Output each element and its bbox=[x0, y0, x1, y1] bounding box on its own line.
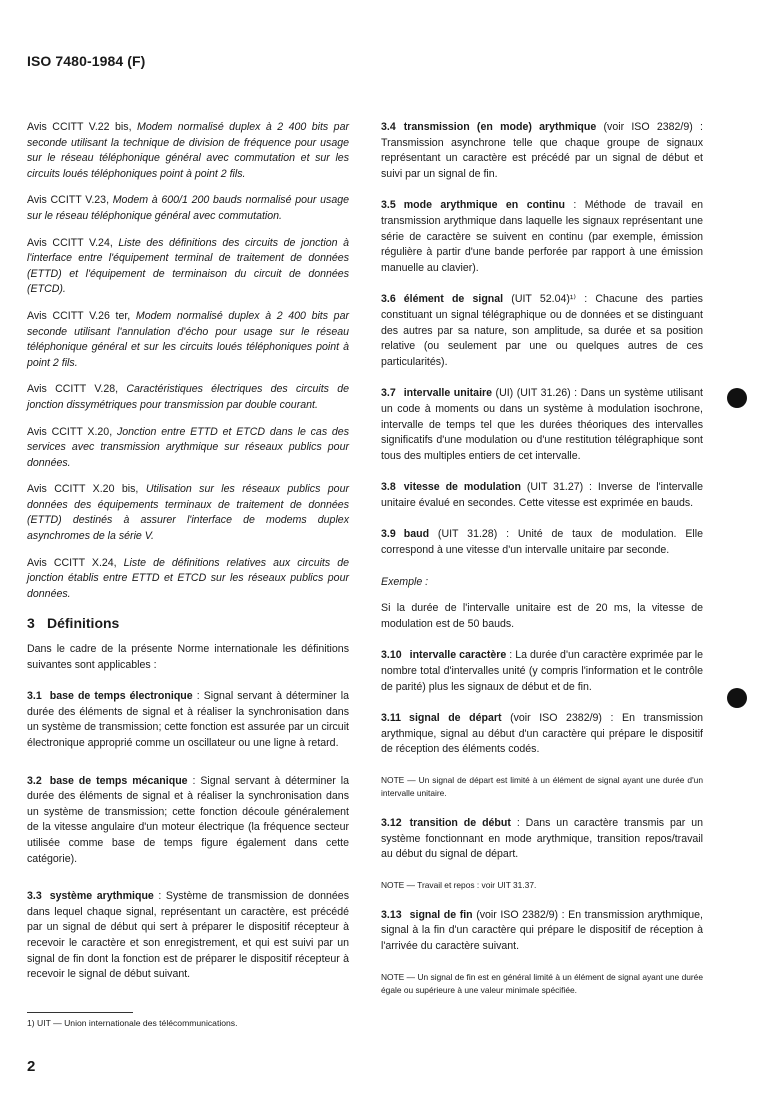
definition-term: intervalle caractère bbox=[409, 649, 507, 662]
reference-code: Avis CCITT V.22 bis, bbox=[27, 121, 137, 133]
definition-term: transition de début bbox=[409, 817, 511, 829]
section-title: Définitions bbox=[47, 615, 120, 632]
definition-term: mode arythmique en continu bbox=[403, 199, 565, 212]
definition-number: 3.1 bbox=[27, 690, 42, 703]
margin-bullet bbox=[727, 688, 747, 708]
note: NOTE — Un signal de fin est en général limité à un élément de signal ayant une durée égale ou supérieure à une valeur minimale spécifiée. bbox=[381, 971, 703, 995]
note: NOTE — Travail et repos : voir UIT 31.37. bbox=[381, 879, 537, 890]
section-heading bbox=[27, 616, 349, 632]
definition-text: : Dans un caractère transmis par un système fonctionnant en mode arythmique, transition repos/travail au début du signal de départ. bbox=[381, 817, 704, 861]
example-label: Exemple : bbox=[381, 575, 429, 588]
definition-text: (UIT 31.28) : Unité de taux de modulation. Elle correspond à une vitesse d'un intervalle unitaire par seconde. bbox=[381, 528, 703, 557]
reference-code: Avis CCITT V.26 ter, bbox=[27, 309, 136, 322]
definition-term: élément de signal bbox=[403, 293, 504, 306]
reference-title: Liste de définitions relatives aux circuits de jonction établis entre ETTD et ETCD sur les réseaux publics pour données. bbox=[27, 556, 349, 600]
definition-number: 3.11 bbox=[381, 712, 402, 725]
definition-list bbox=[381, 120, 703, 559]
reference-title: Modem à 600/1 200 bauds normalisé pour usage sur le réseau téléphonique général avec commutation. bbox=[27, 194, 349, 222]
reference-item bbox=[27, 193, 349, 224]
reference-code: Avis CCITT V.24, bbox=[27, 236, 119, 249]
reference-title: Modem normalisé duplex à 2 400 bits par seconde utilisant la technique de division de fréquence pour usage sur le réseau téléphonique général avec commutation et sur les circuits loués téléphoniques point à point 2 fils. bbox=[27, 121, 349, 180]
right-column bbox=[381, 120, 703, 1008]
definition-list bbox=[381, 816, 703, 863]
definition-item bbox=[381, 711, 703, 758]
section-intro: Dans le cadre de la présente Norme internationale les définitions suivantes sont applicables : bbox=[27, 643, 349, 671]
reference-title: Liste des définitions des circuits de jonction à l'interface entre l'équipement terminal de traitement de données (ETTD) et l'équipement de terminaison du circuit de données (ETCD). bbox=[27, 236, 349, 296]
definition-term: base de temps électronique bbox=[49, 690, 193, 703]
definition-term: signal de départ bbox=[409, 712, 502, 725]
definition-text: : Système de transmission de données dans lequel chaque signal, représentant un caractère, est précédé par un signal de début qui sert à préparer le dispositif récepteur à recevoir le caractère et son enregistrement, et qui est suivi par un signal de fin dont la fonction est de préparer le dispositif récepteur à recevoir le signal de début suivant. bbox=[27, 890, 349, 981]
reference-title: Jonction entre ETTD et ETCD dans le cas des services avec transmission arythmique sur réseaux publics pour données. bbox=[27, 425, 349, 469]
reference-list bbox=[27, 120, 349, 602]
definition-number: 3.8 bbox=[381, 481, 396, 494]
reference-code: Avis CCITT X.20, bbox=[27, 425, 117, 438]
page-header: ISO 7480-1984 (F) bbox=[27, 53, 146, 69]
definition-item bbox=[27, 889, 349, 983]
definition-item bbox=[381, 648, 703, 695]
margin-bullet bbox=[727, 388, 747, 408]
definition-text: (UIT 52.04)¹⁾ : Chacune des parties constituant un signal télégraphique ou de données et se distinguant des autres par sa nature, son amplitude, sa durée et sa position relative (ou seulement par une ou quelques autres de ces particularités). bbox=[381, 293, 703, 368]
footnote: 1) UIT — Union internationale des télécommunications. bbox=[27, 1018, 238, 1028]
definition-item bbox=[381, 198, 703, 276]
definition-item bbox=[381, 908, 703, 955]
definition-number: 3.2 bbox=[27, 774, 42, 787]
definition-number: 3.10 bbox=[381, 649, 402, 662]
reference-item bbox=[27, 236, 349, 298]
definition-number: 3.7 bbox=[381, 387, 396, 400]
definition-term: système arythmique bbox=[49, 890, 154, 903]
reference-code: Avis CCITT V.23, bbox=[27, 194, 113, 207]
reference-item bbox=[27, 382, 349, 413]
definition-text: : La durée d'un caractère exprimée par le nombre total d'intervalles unité (y compris l'information et le contrôle de parité) plus les signaux de début et de fin. bbox=[381, 649, 703, 693]
reference-title: Utilisation sur les réseaux publics pour données des équipements terminaux de traitement de données (ETTD) destinés à assurer l'interface de modems duplex asynchromes de la série V. bbox=[27, 483, 349, 543]
reference-code: Avis CCITT X.20 bis, bbox=[27, 483, 146, 496]
left-column bbox=[27, 120, 349, 1005]
reference-item bbox=[27, 309, 349, 371]
definition-item bbox=[381, 527, 703, 558]
definition-item bbox=[381, 120, 703, 182]
page-number: 2 bbox=[27, 1058, 36, 1075]
definition-number: 3.5 bbox=[381, 199, 396, 212]
definition-term: base de temps mécanique bbox=[49, 774, 188, 787]
definition-text: : Signal servant à déterminer la durée des éléments de signal et à réaliser la synchronisation dans un système de transmission; cette fonction est assurée par un circuit électronique approprié comme un oscillateur ou une ligne à retard. bbox=[27, 690, 349, 749]
definition-list bbox=[381, 648, 703, 758]
definition-item bbox=[381, 480, 703, 511]
reference-code: Avis CCITT V.28, bbox=[27, 383, 127, 396]
definition-text: (voir ISO 2382/9) : En transmission arythmique, signal à la fin d'un caractère qui prépare le dispositif de réception à l'arrivée du caractère suivant. bbox=[381, 908, 703, 952]
definition-number: 3.6 bbox=[381, 293, 396, 306]
definition-number: 3.12 bbox=[381, 817, 402, 829]
definition-text: (UI) (UIT 31.26) : Dans un système utilisant un code à moments ou dans un système à modulation isochrone, intervalle de temps tel que les durées théoriques des intervalles significatifs d'une modulation ou d'une restitution télégraphique sont tous des multiples entiers de cet intervalle. bbox=[381, 387, 703, 462]
definition-text: : Signal servant à déterminer la durée des éléments de signal et à réaliser la synchronisation dans un système de transmission; cette fonction découle généralement de la vitesse angulaire d'un moteur électrique (la fréquence secteur utilisée comme base de temps figure également dans cette catégorie). bbox=[27, 774, 349, 865]
definition-number: 3.13 bbox=[381, 908, 402, 921]
footnote-divider bbox=[27, 1012, 133, 1013]
definition-text: : Méthode de travail en transmission arythmique dans laquelle les signaux représentant une série de caractère se suivent en continu (par exemple, émission régulière à partir d'une bande perforée par rapport à une émission manuelle au clavier). bbox=[381, 199, 703, 274]
definition-list bbox=[27, 689, 349, 983]
definition-number: 3.4 bbox=[381, 121, 396, 133]
note: NOTE — Un signal de départ est limité à un élément de signal ayant une durée d'un intervalle unitaire. bbox=[381, 775, 703, 798]
reference-item bbox=[27, 556, 349, 603]
definition-term: intervalle unitaire bbox=[403, 387, 493, 400]
reference-item bbox=[27, 120, 349, 182]
definition-text: (voir ISO 2382/9) : En transmission arythmique, signal au début d'un caractère qui prépare le dispositif de réception des éléments codés. bbox=[381, 712, 703, 756]
definition-list bbox=[381, 908, 703, 955]
reference-title: Caractéristiques électriques des circuits de jonction dissymétriques pour transmission par double courant. bbox=[27, 383, 349, 411]
example-text: Si la durée de l'intervalle unitaire est de 20 ms, la vitesse de modulation est de 50 bauds. bbox=[381, 602, 703, 630]
section-number: 3 bbox=[27, 615, 35, 632]
reference-code: Avis CCITT X.24, bbox=[27, 556, 124, 569]
definition-term: transmission (en mode) arythmique bbox=[403, 121, 597, 133]
definition-item bbox=[381, 386, 703, 464]
reference-item bbox=[27, 425, 349, 472]
reference-item bbox=[27, 482, 349, 544]
definition-item bbox=[27, 774, 349, 868]
definition-number: 3.3 bbox=[27, 890, 42, 903]
definition-item bbox=[27, 689, 349, 751]
definition-term: baud bbox=[403, 528, 430, 541]
definition-number: 3.9 bbox=[381, 528, 396, 541]
definition-text: (UIT 31.27) : Inverse de l'intervalle unitaire évalué en secondes. Cette vitesse est exprimée en bauds. bbox=[381, 481, 704, 509]
definition-term: vitesse de modulation bbox=[403, 481, 521, 494]
definition-term: signal de fin bbox=[409, 908, 473, 921]
definition-item bbox=[381, 292, 703, 370]
reference-title: Modem normalisé duplex à 2 400 bits par seconde utilisant l'annulation d'écho pour usage sur le réseau téléphonique général et sur les circuits loués téléphoniques point à point 2 fils. bbox=[27, 309, 349, 369]
definition-text: (voir ISO 2382/9) : Transmission asynchrone telle que chaque groupe de signaux représentant un caractère est précédé par un signal de début et suivi par un signal de fin. bbox=[381, 121, 703, 180]
definition-item bbox=[381, 816, 703, 863]
